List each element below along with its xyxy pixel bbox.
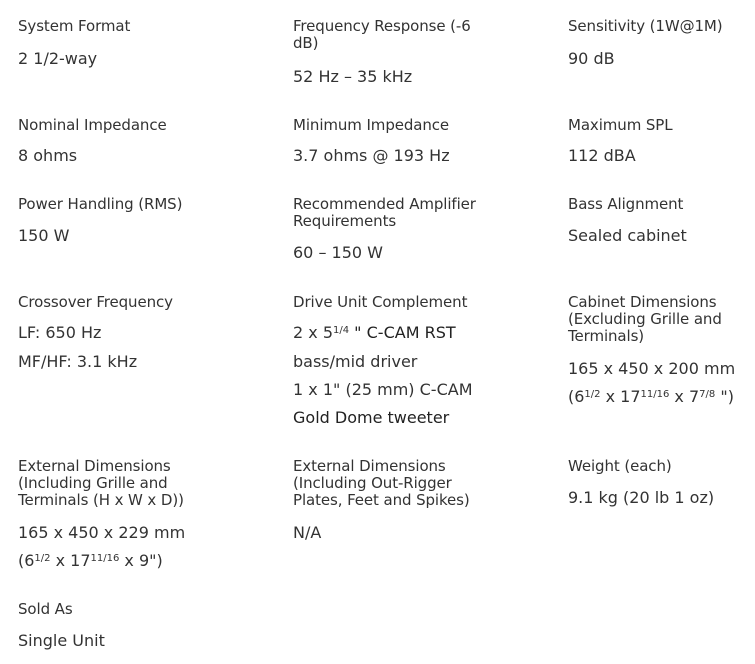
spec-value-metric: 165 x 450 x 229 mm xyxy=(18,523,186,542)
spec-value-mfhf: MF/HF: 3.1 kHz xyxy=(18,352,138,371)
spec-value: 60 – 150 W xyxy=(293,243,383,262)
spec-label: Power Handling (RMS) xyxy=(18,195,183,213)
spec-bass-alignment xyxy=(568,195,748,245)
spec-value: 9.1 kg (20 lb 1 oz) xyxy=(568,488,715,507)
spec-nominal-impedance xyxy=(18,116,268,165)
spec-value-line1: 2 x $5^{1/4}$ " C-CAM RST xyxy=(293,323,456,342)
spec-maximum-spl xyxy=(568,116,748,165)
spec-value-imperial: ($6^{1/2}$ x $17^{11/16}$ x $7^{7/8}$ ") xyxy=(568,387,734,406)
spec-weight xyxy=(568,457,748,507)
spec-value-line2: bass/mid driver xyxy=(293,352,418,371)
spec-label: Recommended Amplifier Requirements xyxy=(293,195,476,230)
spec-external-dimensions-grille xyxy=(18,457,268,570)
spec-value: 90 dB xyxy=(568,49,615,68)
spec-minimum-impedance xyxy=(293,116,543,165)
spec-value: 150 W xyxy=(18,226,70,245)
spec-cabinet-dimensions xyxy=(568,293,748,406)
spec-label: System Format xyxy=(18,17,131,35)
spec-label: Cabinet Dimensions (Excluding Grille and Terminals) xyxy=(568,293,722,345)
spec-label: External Dimensions (Including Grille and Terminals (H x W x D)) xyxy=(18,457,184,509)
spec-label: Drive Unit Complement xyxy=(293,293,468,311)
spec-value: 52 Hz – 35 kHz xyxy=(293,67,413,86)
spec-value: 2 1/2-way xyxy=(18,49,98,68)
spec-label: Weight (each) xyxy=(568,457,672,475)
spec-frequency-response xyxy=(293,17,543,86)
spec-crossover-frequency xyxy=(18,293,268,371)
spec-system-format xyxy=(18,17,268,68)
spec-value-line3: 1 x 1" (25 mm) C-CAM xyxy=(293,380,473,399)
spec-power-handling xyxy=(18,195,268,245)
spec-value: Single Unit xyxy=(18,631,105,650)
spec-value: Sealed cabinet xyxy=(568,226,687,245)
spec-recommended-amplifier xyxy=(293,195,543,262)
spec-value-lf: LF: 650 Hz xyxy=(18,323,102,342)
spec-value: 112 dBA xyxy=(568,146,636,165)
spec-drive-unit-complement xyxy=(293,293,543,427)
spec-value: N/A xyxy=(293,523,322,542)
spec-label: External Dimensions (Including Out-Rigger Plates, Feet and Spikes) xyxy=(293,457,470,509)
spec-value-imperial: ($6^{1/2}$ x $17^{11/16}$ x 9") xyxy=(18,551,163,570)
spec-label: Bass Alignment xyxy=(568,195,684,213)
spec-value: 3.7 ohms @ 193 Hz xyxy=(293,146,450,165)
spec-label: Nominal Impedance xyxy=(18,116,167,134)
spec-label: Maximum SPL xyxy=(568,116,673,134)
spec-sensitivity xyxy=(568,17,748,68)
spec-label: Sold As xyxy=(18,600,73,618)
spec-sold-as xyxy=(18,600,268,650)
spec-value-line4: Gold Dome tweeter xyxy=(293,408,450,427)
spec-label: Frequency Response (-6 dB) xyxy=(293,17,471,52)
spec-value: 8 ohms xyxy=(18,146,78,165)
spec-label: Minimum Impedance xyxy=(293,116,450,134)
spec-value-metric: 165 x 450 x 200 mm xyxy=(568,359,736,378)
spec-external-dimensions-outrigger xyxy=(293,457,543,542)
spec-label: Crossover Frequency xyxy=(18,293,173,311)
spec-label: Sensitivity (1W@1M) xyxy=(568,17,723,35)
